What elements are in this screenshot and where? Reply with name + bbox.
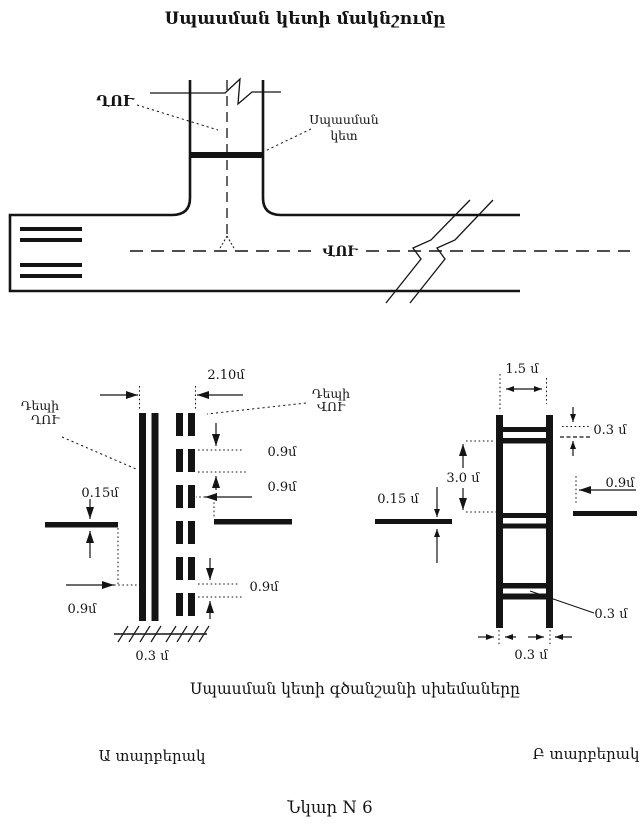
dim-bar-width: 0.3 մ: [514, 648, 548, 663]
dim-line-thickness: 0.15մ: [81, 486, 119, 501]
dim-bottom-width: 0.3 մ: [135, 649, 169, 664]
dim-rung-thickness: 0.3 մ: [593, 423, 627, 438]
to-vu-label-line1: Դեպի: [311, 386, 351, 401]
lower-rung-leader: [530, 591, 594, 613]
waiting-point-label-line2: կետ: [330, 128, 358, 143]
road-edge-right-a: [214, 519, 292, 525]
road-edge-left-b: [375, 519, 452, 524]
ladder-rung: [496, 438, 553, 444]
vu-label: ՎՈՒ: [322, 244, 358, 260]
ladder-rung: [496, 594, 553, 600]
road-edge-left-a: [45, 522, 118, 528]
variant-b-diagram: [375, 362, 637, 663]
gu-label: ՂՈՒ: [96, 92, 134, 110]
lane-bar: [20, 263, 82, 267]
to-gu-label-line1: Դեպի: [20, 398, 60, 413]
to-vu-label-line2: ՎՈՒ: [317, 399, 345, 414]
page-title: Սպասման կետի մակնշումը: [164, 9, 446, 29]
waiting-point-leader: [263, 129, 311, 152]
dim-lower-rung: 0.3 մ: [594, 607, 628, 622]
road-edge-right-b: [573, 511, 637, 516]
dim-dash-lower: 0.9մ: [249, 580, 279, 595]
bottom-caption: Սպասման կետի գծանշանի սխեմաները: [190, 680, 520, 698]
dim-overall-width-b: 1.5 մ: [505, 362, 539, 377]
dim-edge-offset-b: 0.9մ: [605, 476, 635, 491]
lane-bar: [20, 227, 82, 231]
dim-dash-upper: 0.9մ: [267, 445, 297, 460]
road-edge-left: [10, 80, 520, 291]
centerline-flare: [219, 236, 235, 250]
gu-leader: [137, 105, 218, 130]
ladder-rung: [496, 513, 553, 518]
lane-bar: [20, 274, 82, 278]
waiting-point-label-line1: Սպասման: [309, 112, 379, 127]
variant-a-caption: Ա տարբերակ: [98, 747, 206, 765]
variant-b-caption: Բ տարբերակ: [532, 745, 640, 763]
ladder-rung: [496, 524, 553, 529]
to-gu-leader: [62, 437, 136, 469]
road-edge-right: [263, 80, 520, 215]
to-vu-leader: [207, 403, 306, 414]
dim-rung-spacing: 3.0 մ: [446, 471, 480, 486]
variant-a-diagram: [21, 368, 350, 664]
lane-bar: [20, 238, 82, 242]
dim-overall-width: 2.10մ: [207, 368, 245, 383]
lane-bars: [20, 227, 82, 278]
ladder-rung: [496, 427, 553, 432]
dim-line-thickness-b: 0.15 մ: [377, 492, 419, 507]
solid-line-2: [152, 413, 159, 621]
figure-label: Նկար N 6: [287, 798, 373, 817]
solid-line-1: [139, 413, 146, 621]
intersection-diagram: [10, 79, 630, 303]
dim-edge-offset: 0.9մ: [67, 602, 97, 617]
to-gu-label-line2: ՂՈՒ: [30, 412, 60, 427]
road-break-top: [150, 79, 281, 104]
ladder-rung: [496, 583, 553, 589]
dim-gap-upper: 0.9մ: [267, 480, 297, 495]
